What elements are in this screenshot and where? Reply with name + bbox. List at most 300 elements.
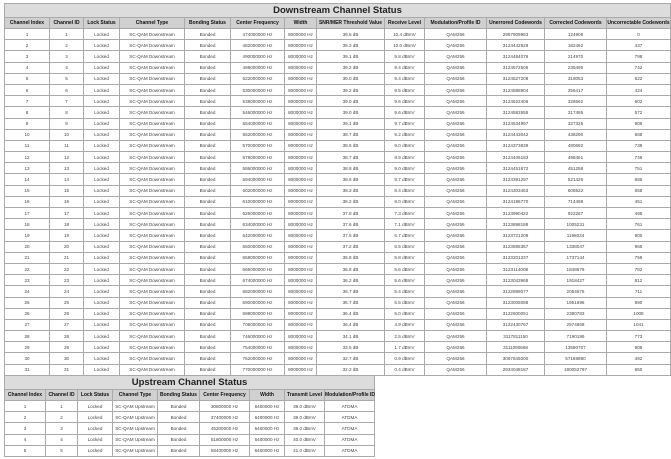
cell-modulation-profile-id: QAM256 [425, 353, 487, 364]
cell-uncorrectable-codewords: 759 [607, 252, 671, 263]
cell-receive-level: 10.4 dBmV [385, 29, 425, 40]
upstream-body [5, 401, 375, 457]
cell-unerrored-codewords: 2967809963 [487, 29, 545, 40]
cell-receive-level: 9.6 dBmV [385, 96, 425, 107]
cell-bonding-status: Bonded [185, 286, 231, 297]
cell-channel-index: 7 [5, 96, 50, 107]
cell-channel-id: 12 [50, 152, 84, 163]
cell-receive-level: 5.4 dBmV [385, 286, 425, 297]
cell-channel-type: SC-QAM Downstream [120, 208, 185, 219]
cell-channel-index: 11 [5, 140, 50, 151]
cell-channel-type: SC-QAM Downstream [120, 107, 185, 118]
cell-receive-level: 5.6 dBmV [385, 275, 425, 286]
cell-lock-status: Locked [84, 73, 120, 84]
cell-width: 8000000 Hz [285, 62, 317, 73]
table-row [5, 174, 671, 185]
cell-bonding-status: Bonded [185, 263, 231, 274]
cell-modulation-profile-id: QAM256 [425, 286, 487, 297]
cell-receive-level: 9.0 dBmV [385, 140, 425, 151]
cell-channel-index: 27 [5, 319, 50, 330]
cell-uncorrectable-codewords: 773 [607, 331, 671, 342]
cell-width: 8000000 Hz [285, 241, 317, 252]
cell-channel-index: 30 [5, 353, 50, 364]
cell-channel-type: SC-QAM Downstream [120, 152, 185, 163]
table-row [5, 196, 671, 207]
cell-center-frequency: 490000000 Hz [231, 51, 285, 62]
table-row [5, 241, 671, 252]
cell-channel-id: 2 [50, 40, 84, 51]
cell-channel-type: SC-QAM Downstream [120, 230, 185, 241]
table-row [5, 275, 671, 286]
cell-channel-index: 19 [5, 230, 50, 241]
cell-width: 8000000 Hz [285, 230, 317, 241]
cell-snr-mer-threshold-value: 33.5 dB [317, 342, 385, 353]
cell-channel-type: SC-QAM Upstream [113, 423, 158, 434]
cell-width: 6400000 Hz [250, 412, 285, 423]
cell-unerrored-codewords: 3117811150 [487, 331, 545, 342]
cell-unerrored-codewords: 3124303453 [487, 185, 545, 196]
cell-channel-index: 29 [5, 342, 50, 353]
cell-channel-index: 24 [5, 286, 50, 297]
cell-width: 8000000 Hz [285, 84, 317, 95]
cell-channel-type: SC-QAM Downstream [120, 241, 185, 252]
cell-snr-mer-threshold-value: 36.8 dB [317, 252, 385, 263]
cell-snr-mer-threshold-value: 39.5 dB [317, 29, 385, 40]
cell-uncorrectable-codewords: 808 [607, 342, 671, 353]
cell-modulation-profile-id: QAM256 [425, 84, 487, 95]
cell-center-frequency: 570000000 Hz [231, 140, 285, 151]
table-row [5, 364, 671, 375]
cell-corrected-codewords: 317485 [545, 107, 607, 118]
cell-channel-id: 26 [50, 308, 84, 319]
cell-channel-type: SC-QAM Upstream [113, 412, 158, 423]
cell-channel-index: 20 [5, 241, 50, 252]
cell-width: 8000000 Hz [285, 219, 317, 230]
cell-uncorrectable-codewords: 650 [607, 364, 671, 375]
column-header-bonding-status: Bonding Status [185, 18, 231, 29]
cell-channel-index: 13 [5, 163, 50, 174]
cell-unerrored-codewords: 3124451672 [487, 163, 545, 174]
cell-unerrored-codewords: 3122899077 [487, 286, 545, 297]
cell-channel-index: 5 [5, 73, 50, 84]
cell-center-frequency: 762000000 Hz [231, 353, 285, 364]
cell-uncorrectable-codewords: 0 [607, 29, 671, 40]
cell-width: 8000000 Hz [285, 185, 317, 196]
table-row [5, 412, 375, 423]
cell-width: 8000000 Hz [285, 40, 317, 51]
cell-snr-mer-threshold-value: 36.7 dB [317, 297, 385, 308]
cell-receive-level: 9.0 dBmV [385, 163, 425, 174]
cell-unerrored-codewords: 3124443042 [487, 129, 545, 140]
cell-corrected-codewords: 190052797 [545, 364, 607, 375]
cell-channel-index: 23 [5, 275, 50, 286]
cell-corrected-codewords: 714498 [545, 196, 607, 207]
cell-lock-status: Locked [84, 118, 120, 129]
column-header-channel-id: Channel ID [46, 390, 78, 401]
cell-transmit-level: 39.0 dBmV [285, 423, 325, 434]
cell-width: 8000000 Hz [285, 208, 317, 219]
cell-channel-type: SC-QAM Upstream [113, 434, 158, 445]
cell-center-frequency: 546000000 Hz [231, 107, 285, 118]
cell-center-frequency: 30800000 Hz [200, 401, 250, 412]
cell-width: 8000000 Hz [285, 331, 317, 342]
cell-lock-status: Locked [84, 230, 120, 241]
cell-width: 8000000 Hz [285, 319, 317, 330]
cell-bonding-status: Bonded [185, 152, 231, 163]
cell-unerrored-codewords: 3124373839 [487, 140, 545, 151]
cell-width: 8000000 Hz [285, 118, 317, 129]
cell-modulation-profile-id: QAM256 [425, 107, 487, 118]
cell-channel-index: 1 [5, 29, 50, 40]
cell-lock-status: Locked [84, 84, 120, 95]
cell-modulation-profile-id: QAM256 [425, 208, 487, 219]
cell-corrected-codewords: 480692 [545, 140, 607, 151]
cell-channel-type: SC-QAM Upstream [113, 401, 158, 412]
cell-channel-type: SC-QAM Downstream [120, 263, 185, 274]
cell-bonding-status: Bonded [185, 308, 231, 319]
cell-uncorrectable-codewords: 761 [607, 219, 671, 230]
cell-corrected-codewords: 256417 [545, 84, 607, 95]
downstream-channel-table [4, 3, 671, 376]
cell-channel-type: SC-QAM Downstream [120, 29, 185, 40]
cell-uncorrectable-codewords: 492 [607, 353, 671, 364]
cell-uncorrectable-codewords: 711 [607, 286, 671, 297]
cell-channel-index: 18 [5, 219, 50, 230]
cell-corrected-codewords: 1005231 [545, 219, 607, 230]
cell-bonding-status: Bonded [185, 353, 231, 364]
cell-lock-status: Locked [78, 445, 113, 456]
cell-bonding-status: Bonded [185, 62, 231, 73]
cell-corrected-codewords: 1918427 [545, 275, 607, 286]
column-header-uncorrectable-codewords: Uncorrectable Codewords [607, 18, 671, 29]
cell-unerrored-codewords: 3124534997 [487, 118, 545, 129]
cell-bonding-status: Bonded [158, 423, 200, 434]
cell-corrected-codewords: 235495 [545, 62, 607, 73]
cell-receive-level: 4.9 dBmV [385, 319, 425, 330]
cell-snr-mer-threshold-value: 37.8 dB [317, 208, 385, 219]
cell-channel-type: SC-QAM Downstream [120, 40, 185, 51]
cell-channel-id: 1 [46, 401, 78, 412]
table-row [5, 140, 671, 151]
cell-center-frequency: 706000000 Hz [231, 319, 285, 330]
table-row [5, 423, 375, 434]
cell-modulation-profile-id: QAM256 [425, 96, 487, 107]
cell-channel-type: SC-QAM Downstream [120, 308, 185, 319]
cell-modulation-profile-id: QAM256 [425, 219, 487, 230]
cell-channel-id: 4 [50, 62, 84, 73]
cell-uncorrectable-codewords: 622 [607, 73, 671, 84]
column-header-unerrored-codewords: Unerrored Codewords [487, 18, 545, 29]
cell-modulation-profile-id: QAM256 [425, 230, 487, 241]
cell-channel-type: SC-QAM Downstream [120, 62, 185, 73]
table-row [5, 342, 671, 353]
cell-center-frequency: 45200000 Hz [200, 423, 250, 434]
cell-bonding-status: Bonded [185, 40, 231, 51]
cell-channel-id: 30 [50, 353, 84, 364]
cell-center-frequency: 578000000 Hz [231, 152, 285, 163]
cell-uncorrectable-codewords: 495 [607, 208, 671, 219]
cell-channel-type: SC-QAM Downstream [120, 163, 185, 174]
cell-unerrored-codewords: 3123586367 [487, 241, 545, 252]
cell-corrected-codewords: 438290 [545, 129, 607, 140]
cell-receive-level: 8.9 dBmV [385, 152, 425, 163]
cell-channel-type: SC-QAM Downstream [120, 51, 185, 62]
cell-channel-id: 15 [50, 185, 84, 196]
cell-uncorrectable-codewords: 782 [607, 263, 671, 274]
cell-bonding-status: Bonded [185, 241, 231, 252]
cell-uncorrectable-codewords: 685 [607, 174, 671, 185]
cell-channel-type: SC-QAM Downstream [120, 73, 185, 84]
cell-corrected-codewords: 1848676 [545, 263, 607, 274]
cell-snr-mer-threshold-value: 36.2 dB [317, 275, 385, 286]
cell-channel-type: SC-QAM Downstream [120, 364, 185, 375]
cell-corrected-codewords: 57168890 [545, 353, 607, 364]
cell-channel-type: SC-QAM Downstream [120, 319, 185, 330]
cell-uncorrectable-codewords: 451 [607, 196, 671, 207]
cell-bonding-status: Bonded [185, 319, 231, 330]
cell-bonding-status: Bonded [185, 185, 231, 196]
cell-modulation-profile-id: QAM256 [425, 342, 487, 353]
cell-bonding-status: Bonded [185, 140, 231, 151]
cell-center-frequency: 666000000 Hz [231, 263, 285, 274]
cell-lock-status: Locked [84, 286, 120, 297]
cell-receive-level: 5.8 dBmV [385, 252, 425, 263]
table-row [5, 263, 671, 274]
cell-bonding-status: Bonded [185, 163, 231, 174]
cell-unerrored-codewords: 3123114008 [487, 263, 545, 274]
cell-center-frequency: 602000000 Hz [231, 185, 285, 196]
cell-corrected-codewords: 326562 [545, 96, 607, 107]
cell-channel-id: 3 [46, 423, 78, 434]
cell-center-frequency: 682000000 Hz [231, 286, 285, 297]
table-row [5, 84, 671, 95]
cell-channel-index: 31 [5, 364, 50, 375]
cell-unerrored-codewords: 3124442828 [487, 40, 545, 51]
downstream-header-row [5, 18, 671, 29]
cell-channel-index: 17 [5, 208, 50, 219]
cell-width: 8000000 Hz [285, 275, 317, 286]
cell-lock-status: Locked [78, 423, 113, 434]
cell-snr-mer-threshold-value: 36.4 dB [317, 319, 385, 330]
cell-center-frequency: 37400000 Hz [200, 412, 250, 423]
cell-unerrored-codewords: 3122600051 [487, 308, 545, 319]
cell-receive-level: 8.4 dBmV [385, 185, 425, 196]
cell-channel-type: SC-QAM Downstream [120, 219, 185, 230]
cell-modulation-profile-id: QAM256 [425, 241, 487, 252]
cell-channel-type: SC-QAM Downstream [120, 297, 185, 308]
cell-channel-index: 10 [5, 129, 50, 140]
cell-channel-index: 25 [5, 297, 50, 308]
cell-receive-level: 2.5 dBmV [385, 331, 425, 342]
table-row [5, 185, 671, 196]
cell-width: 8000000 Hz [285, 129, 317, 140]
cell-channel-index: 5 [5, 445, 46, 456]
cell-channel-id: 16 [50, 196, 84, 207]
column-header-channel-type: Channel Type [113, 390, 158, 401]
cell-bonding-status: Bonded [185, 84, 231, 95]
cell-modulation-profile-id: QAM256 [425, 331, 487, 342]
cell-corrected-codewords: 1951696 [545, 297, 607, 308]
cell-center-frequency: 594000000 Hz [231, 174, 285, 185]
column-header-channel-index: Channel Index [5, 18, 50, 29]
cell-channel-id: 25 [50, 297, 84, 308]
cell-channel-id: 18 [50, 219, 84, 230]
cell-channel-index: 3 [5, 423, 46, 434]
cell-channel-id: 24 [50, 286, 84, 297]
cell-receive-level: 9.7 dBmV [385, 118, 425, 129]
cell-receive-level: 0.9 dBmV [385, 353, 425, 364]
cell-channel-id: 21 [50, 252, 84, 263]
cell-width: 8000000 Hz [285, 297, 317, 308]
cell-lock-status: Locked [84, 163, 120, 174]
cell-channel-index: 2 [5, 40, 50, 51]
cell-unerrored-codewords: 2934048187 [487, 364, 545, 375]
cell-channel-type: SC-QAM Downstream [120, 353, 185, 364]
cell-channel-id: 7 [50, 96, 84, 107]
cell-bonding-status: Bonded [185, 342, 231, 353]
cell-uncorrectable-codewords: 688 [607, 129, 671, 140]
cell-width: 8000000 Hz [285, 152, 317, 163]
cell-uncorrectable-codewords: 1008 [607, 308, 671, 319]
cell-center-frequency: 754000000 Hz [231, 342, 285, 353]
cell-center-frequency: 634000000 Hz [231, 219, 285, 230]
cell-snr-mer-threshold-value: 38.6 dB [317, 174, 385, 185]
cell-channel-type: SC-QAM Downstream [120, 275, 185, 286]
cell-bonding-status: Bonded [185, 107, 231, 118]
column-header-lock-status: Lock Status [78, 390, 113, 401]
cell-bonding-status: Bonded [185, 29, 231, 40]
cell-modulation-profile-id: QAM256 [425, 29, 487, 40]
upstream-header-row [5, 390, 375, 401]
cell-uncorrectable-codewords: 800 [607, 230, 671, 241]
cell-snr-mer-threshold-value: 37.6 dB [317, 219, 385, 230]
cell-snr-mer-threshold-value: 38.6 dB [317, 140, 385, 151]
cell-width: 8000000 Hz [285, 29, 317, 40]
cell-channel-index: 16 [5, 196, 50, 207]
cell-lock-status: Locked [84, 275, 120, 286]
cell-corrected-codewords: 1338047 [545, 241, 607, 252]
cell-unerrored-codewords: 3124588904 [487, 84, 545, 95]
cell-lock-status: Locked [84, 364, 120, 375]
cell-snr-mer-threshold-value: 39.0 dB [317, 96, 385, 107]
cell-center-frequency: 626000000 Hz [231, 208, 285, 219]
cell-channel-id: 8 [50, 107, 84, 118]
cell-channel-id: 5 [46, 445, 78, 456]
cell-unerrored-codewords: 3111090668 [487, 342, 545, 353]
cell-receive-level: 6.5 dBmV [385, 241, 425, 252]
cell-channel-type: SC-QAM Downstream [120, 174, 185, 185]
table-row [5, 51, 671, 62]
cell-lock-status: Locked [84, 353, 120, 364]
cell-width: 8000000 Hz [285, 140, 317, 151]
cell-channel-id: 11 [50, 140, 84, 151]
cell-width: 8000000 Hz [285, 342, 317, 353]
table-row [5, 129, 671, 140]
cell-snr-mer-threshold-value: 39.0 dB [317, 73, 385, 84]
cell-corrected-codewords: 606522 [545, 185, 607, 196]
cell-channel-id: 23 [50, 275, 84, 286]
cell-modulation-profile-id: QAM256 [425, 196, 487, 207]
cell-corrected-codewords: 1198034 [545, 230, 607, 241]
cell-modulation-profile-id: QAM256 [425, 252, 487, 263]
cell-center-frequency: 51800000 Hz [200, 434, 250, 445]
cell-modulation-profile-id: QAM256 [425, 364, 487, 375]
cell-lock-status: Locked [84, 241, 120, 252]
cell-receive-level: 10.0 dBmV [385, 40, 425, 51]
cell-corrected-codewords: 124909 [545, 29, 607, 40]
table-row [5, 401, 375, 412]
cell-channel-id: 6 [50, 84, 84, 95]
cell-receive-level: 9.4 dBmV [385, 73, 425, 84]
cell-unerrored-codewords: 3124572506 [487, 62, 545, 73]
column-header-bonding-status: Bonding Status [158, 390, 200, 401]
cell-channel-type: SC-QAM Downstream [120, 286, 185, 297]
cell-uncorrectable-codewords: 742 [607, 62, 671, 73]
cell-center-frequency: 746000000 Hz [231, 331, 285, 342]
cell-lock-status: Locked [78, 412, 113, 423]
cell-unerrored-codewords: 3124196770 [487, 196, 545, 207]
cell-snr-mer-threshold-value: 32.7 dB [317, 353, 385, 364]
cell-snr-mer-threshold-value: 32.2 dB [317, 364, 385, 375]
cell-unerrored-codewords: 3124406183 [487, 152, 545, 163]
table-row [5, 308, 671, 319]
cell-bonding-status: Bonded [158, 445, 200, 456]
cell-snr-mer-threshold-value: 36.7 dB [317, 286, 385, 297]
cell-lock-status: Locked [84, 308, 120, 319]
cell-modulation-profile-id: QAM256 [425, 73, 487, 84]
cell-channel-id: 27 [50, 319, 84, 330]
cell-width: 8000000 Hz [285, 353, 317, 364]
cell-uncorrectable-codewords: 739 [607, 140, 671, 151]
cell-width: 8000000 Hz [285, 174, 317, 185]
cell-channel-type: SC-QAM Downstream [120, 342, 185, 353]
column-header-modulation-profile-id: Modulation/Profile ID [325, 390, 375, 401]
cell-bonding-status: Bonded [185, 364, 231, 375]
cell-width: 8000000 Hz [285, 96, 317, 107]
cell-receive-level: 8.0 dBmV [385, 196, 425, 207]
column-header-channel-type: Channel Type [120, 18, 185, 29]
cell-bonding-status: Bonded [185, 174, 231, 185]
cell-channel-type: SC-QAM Downstream [120, 140, 185, 151]
cell-lock-status: Locked [84, 174, 120, 185]
cell-snr-mer-threshold-value: 39.1 dB [317, 51, 385, 62]
cell-snr-mer-threshold-value: 38.7 dB [317, 152, 385, 163]
cell-corrected-codewords: 214970 [545, 51, 607, 62]
cell-receive-level: 7.3 dBmV [385, 208, 425, 219]
cell-modulation-profile-id: ATDMA [325, 434, 375, 445]
cell-transmit-level: 39.0 dBmV [285, 412, 325, 423]
cell-receive-level: 9.5 dBmV [385, 84, 425, 95]
cell-center-frequency: 530000000 Hz [231, 84, 285, 95]
cell-unerrored-codewords: 3124527208 [487, 73, 545, 84]
cell-modulation-profile-id: QAM256 [425, 163, 487, 174]
column-header-channel-id: Channel ID [50, 18, 84, 29]
cell-unerrored-codewords: 3123990422 [487, 208, 545, 219]
cell-channel-id: 13 [50, 163, 84, 174]
cell-modulation-profile-id: QAM256 [425, 263, 487, 274]
cell-snr-mer-threshold-value: 34.1 dB [317, 331, 385, 342]
cell-uncorrectable-codewords: 602 [607, 96, 671, 107]
cell-width: 8000000 Hz [285, 286, 317, 297]
cell-receive-level: 9.2 dBmV [385, 129, 425, 140]
cell-width: 6400000 Hz [250, 434, 285, 445]
cell-snr-mer-threshold-value: 39.2 dB [317, 84, 385, 95]
cell-center-frequency: 554000000 Hz [231, 118, 285, 129]
cell-snr-mer-threshold-value: 36.4 dB [317, 308, 385, 319]
cell-modulation-profile-id: QAM256 [425, 319, 487, 330]
table-row [5, 152, 671, 163]
cell-uncorrectable-codewords: 572 [607, 107, 671, 118]
